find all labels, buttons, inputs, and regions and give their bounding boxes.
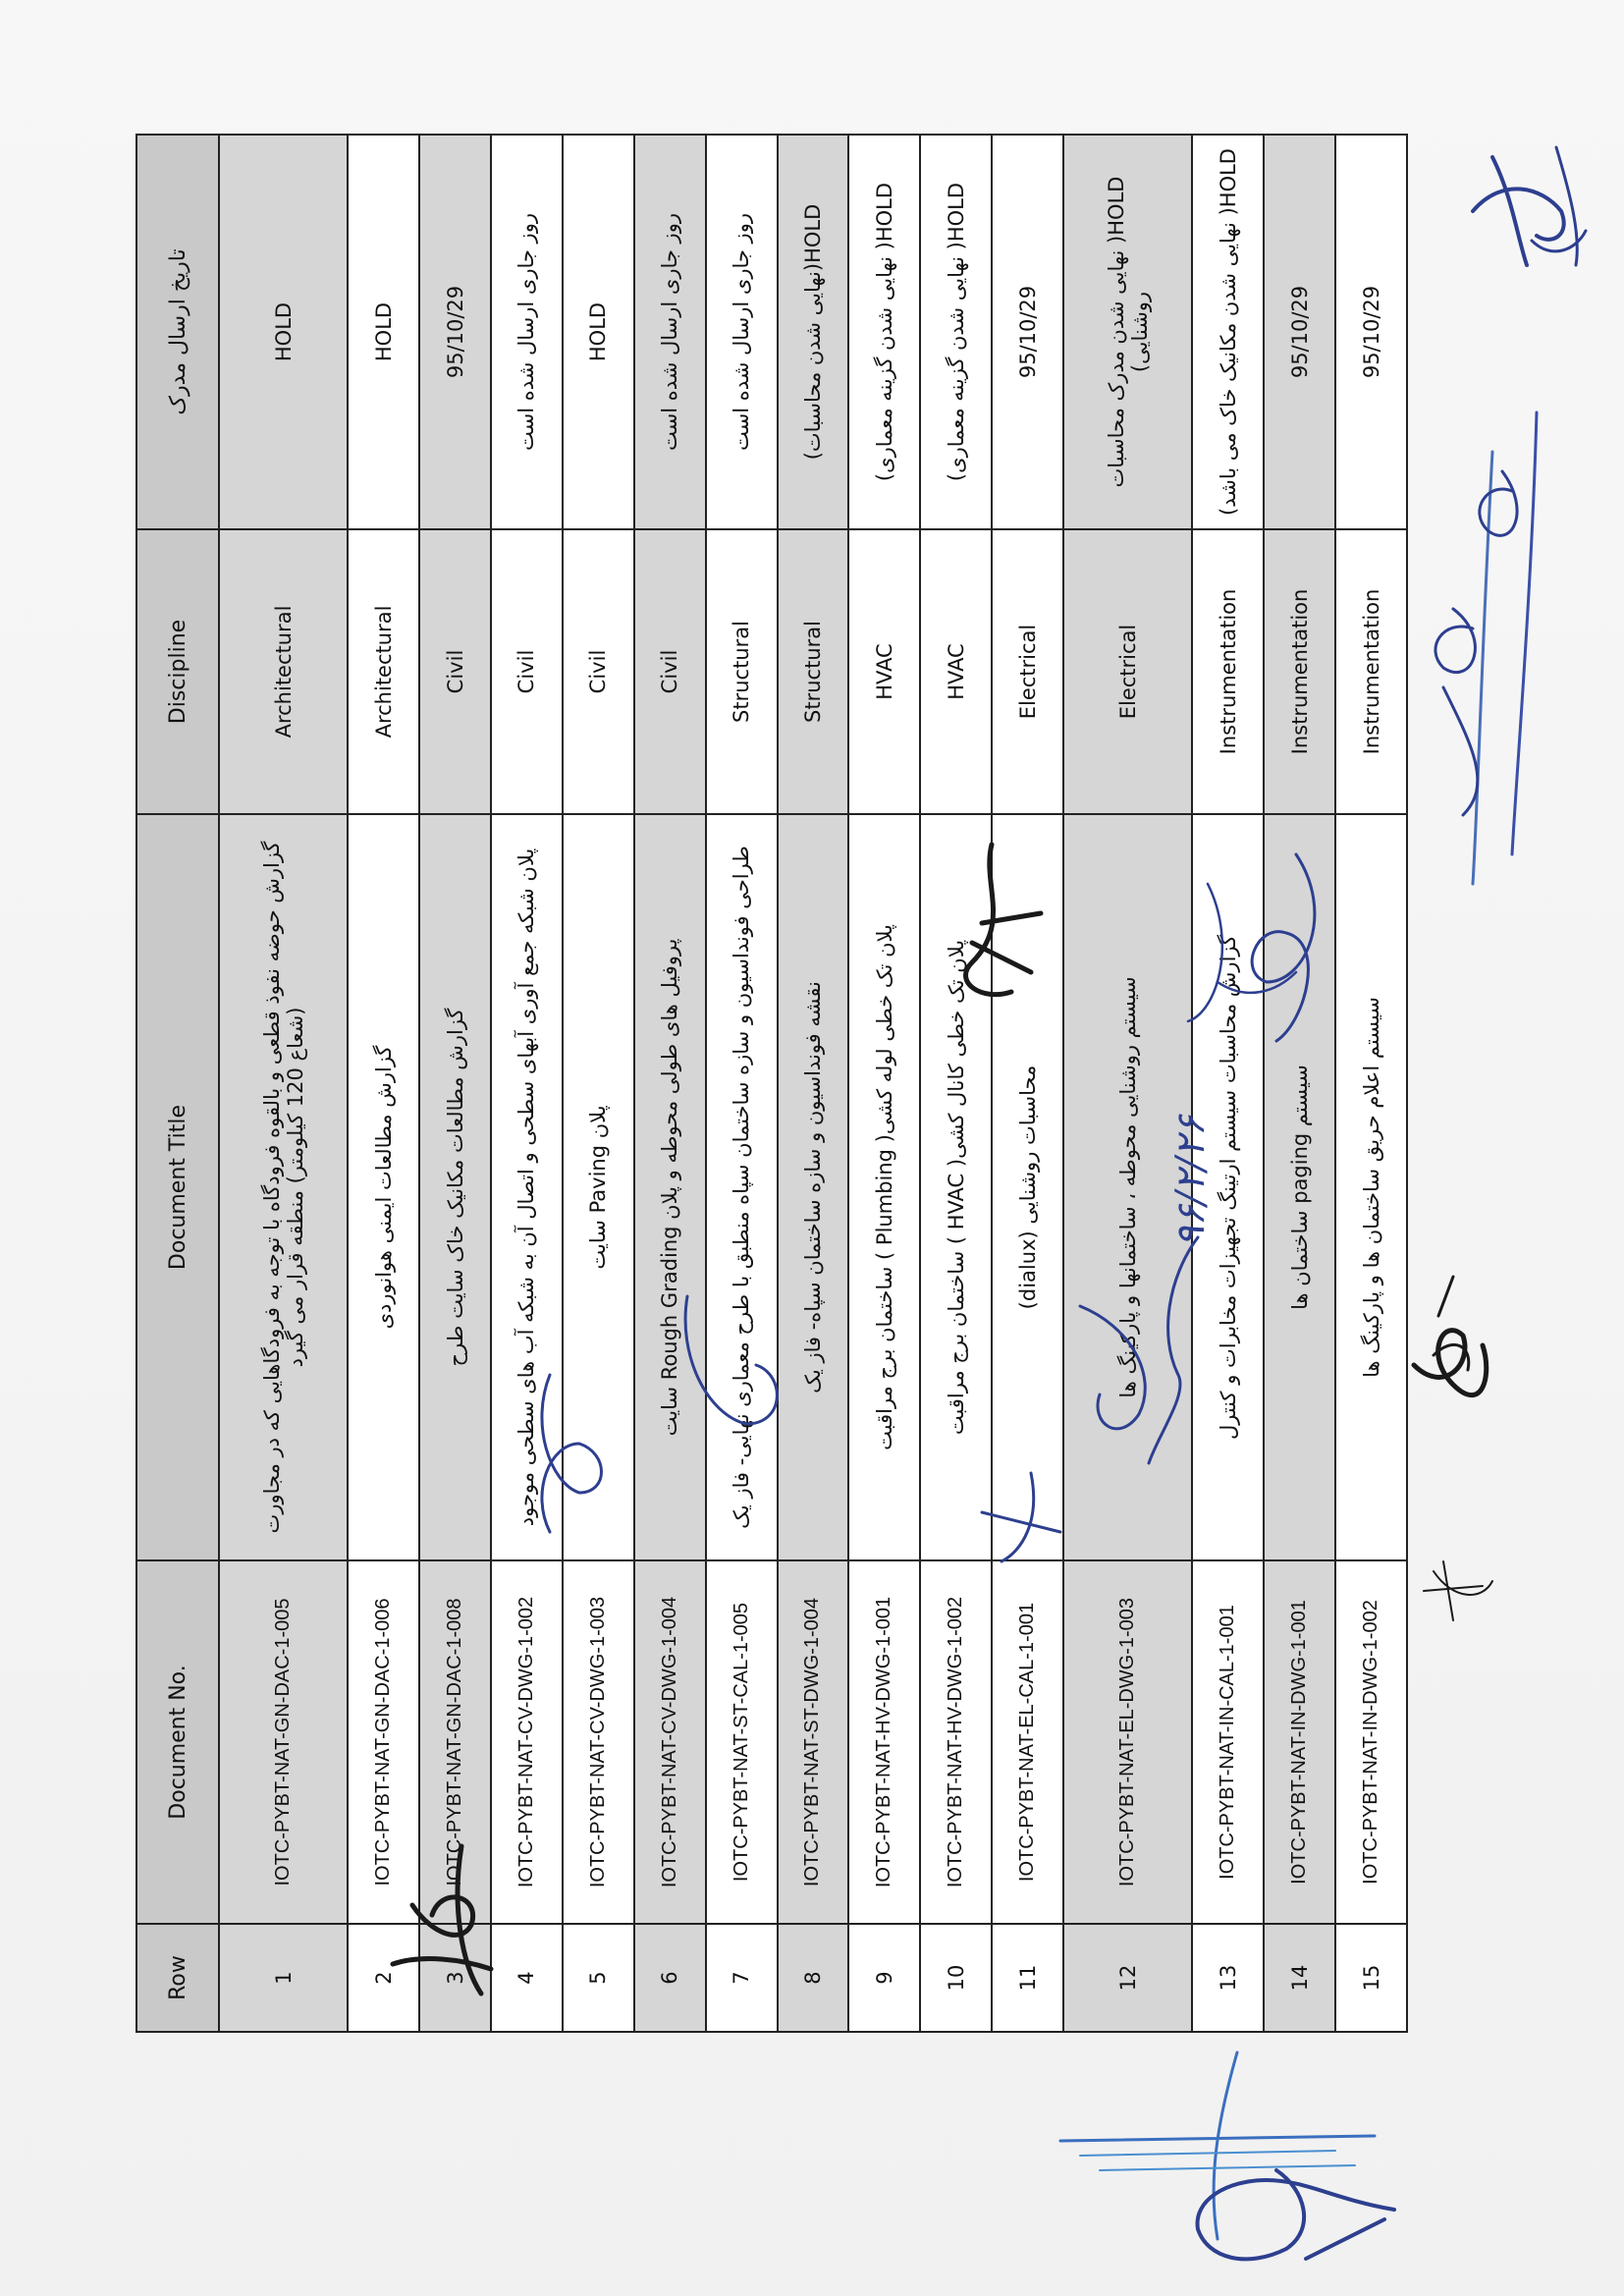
row-number-cell: 2 bbox=[348, 1924, 419, 2032]
discipline-cell: Instrumentation bbox=[1264, 529, 1335, 814]
table-body bbox=[219, 135, 1407, 2032]
signature-loops-1 bbox=[1480, 471, 1517, 535]
table-row bbox=[1335, 135, 1407, 2032]
discipline-cell: Instrumentation bbox=[1335, 529, 1407, 814]
table-row bbox=[563, 135, 634, 2032]
signature-top-right-2 bbox=[1532, 147, 1586, 265]
table-row bbox=[419, 135, 491, 2032]
row-number-cell: 13 bbox=[1192, 1924, 1264, 2032]
document-number-cell: IOTC-PYBT-NAT-IN-DWG-1-001 bbox=[1264, 1560, 1335, 1924]
document-title-cell: سیستم روشنایی محوطه ، ساختمانها و پارکینگ ها bbox=[1063, 814, 1192, 1560]
discipline-cell: Civil bbox=[563, 529, 634, 814]
document-register-table bbox=[135, 134, 1408, 2033]
document-number-cell: IOTC-PYBT-NAT-GN-DAC-1-005 bbox=[219, 1560, 348, 1924]
document-title-cell: پلان Paving سایت bbox=[563, 814, 634, 1560]
document-number-cell: IOTC-PYBT-NAT-GN-DAC-1-008 bbox=[419, 1560, 491, 1924]
send-date-cell: HOLD( نهایی شدن مکانیک خاک می باشد) bbox=[1192, 135, 1264, 529]
document-number-cell: IOTC-PYBT-NAT-ST-CAL-1-005 bbox=[706, 1560, 778, 1924]
send-date-cell: 95/10/29 bbox=[992, 135, 1063, 529]
send-date-cell: 95/10/29 bbox=[1335, 135, 1407, 529]
send-date-cell: HOLD bbox=[348, 135, 419, 529]
table-row bbox=[992, 135, 1063, 2032]
document-number-cell: IOTC-PYBT-NAT-ST-DWG-1-004 bbox=[778, 1560, 849, 1924]
document-number-cell: IOTC-PYBT-NAT-HV-DWG-1-002 bbox=[920, 1560, 992, 1924]
signature-loops-2 bbox=[1435, 609, 1478, 815]
discipline-cell: Civil bbox=[634, 529, 706, 814]
signature-top-right-1 bbox=[1473, 157, 1564, 265]
table-row bbox=[1264, 135, 1335, 2032]
document-number-cell: IOTC-PYBT-NAT-EL-DWG-1-003 bbox=[1063, 1560, 1192, 1924]
signature-cross-mark bbox=[1424, 1561, 1492, 1620]
document-number-cell: IOTC-PYBT-NAT-IN-DWG-1-002 bbox=[1335, 1560, 1407, 1924]
document-title-cell: گزارش مطالعات ایمنی هوانوردی bbox=[348, 814, 419, 1560]
discipline-cell: Structural bbox=[706, 529, 778, 814]
discipline-cell: Electrical bbox=[1063, 529, 1192, 814]
row-number-cell: 3 bbox=[419, 1924, 491, 2032]
document-title-cell: گزارش محاسبات سیستم ارتینگ تجهیزات مخابرات و کنترل bbox=[1192, 814, 1264, 1560]
document-number-cell: IOTC-PYBT-NAT-GN-DAC-1-006 bbox=[348, 1560, 419, 1924]
table-row bbox=[491, 135, 563, 2032]
row-number-cell: 6 bbox=[634, 1924, 706, 2032]
document-title-cell: نقشه فونداسیون و سازه ساختمان سپاه- فاز یک bbox=[778, 814, 849, 1560]
discipline-cell: Architectural bbox=[219, 529, 348, 814]
document-title-cell: سیستم paging ساختمان ها bbox=[1264, 814, 1335, 1560]
send-date-cell: HOLD( نهایی شدن مدرک محاسبات روشنایی) bbox=[1063, 135, 1192, 529]
table-row bbox=[1063, 135, 1192, 2032]
send-date-cell: روز جاری ارسال شده است bbox=[491, 135, 563, 529]
header-row: Row bbox=[136, 1924, 219, 2032]
signature-bottom-oval bbox=[1198, 2170, 1394, 2259]
row-number-cell: 8 bbox=[778, 1924, 849, 2032]
row-number-cell: 11 bbox=[992, 1924, 1063, 2032]
table-row bbox=[219, 135, 348, 2032]
row-number-cell: 4 bbox=[491, 1924, 563, 2032]
send-date-cell: روز جاری ارسال شده است bbox=[706, 135, 778, 529]
row-number-cell: 9 bbox=[848, 1924, 920, 2032]
send-date-cell: 95/10/29 bbox=[1264, 135, 1335, 529]
discipline-cell: Instrumentation bbox=[1192, 529, 1264, 814]
rotated-table-container bbox=[135, 136, 1408, 2033]
row-number-cell: 1 bbox=[219, 1924, 348, 2032]
send-date-cell: HOLD(نهایی شدن محاسبات) bbox=[778, 135, 849, 529]
table-row bbox=[706, 135, 778, 2032]
signature-bottom-blue-1 bbox=[1060, 2052, 1375, 2239]
send-date-cell: HOLD( نهایی شدن گزینه معماری) bbox=[920, 135, 992, 529]
document-number-cell: IOTC-PYBT-NAT-CV-DWG-1-002 bbox=[491, 1560, 563, 1924]
row-number-cell: 12 bbox=[1063, 1924, 1192, 2032]
discipline-cell: Civil bbox=[419, 529, 491, 814]
document-number-cell: IOTC-PYBT-NAT-IN-CAL-1-001 bbox=[1192, 1560, 1264, 1924]
document-title-cell: گزارش مطالعات مکانیک خاک سایت طرح bbox=[419, 814, 491, 1560]
document-title-cell: پلان شبکه جمع آوری آبهای سطحی و اتصال آن به شبکه آب های سطحی موجود bbox=[491, 814, 563, 1560]
table-header-row bbox=[136, 135, 219, 2032]
table-row bbox=[348, 135, 419, 2032]
send-date-cell: HOLD( نهایی شدن گزینه معماری) bbox=[848, 135, 920, 529]
document-title-cell: سیستم اعلام حریق ساختمان ها و پارکینگ ها bbox=[1335, 814, 1407, 1560]
row-number-cell: 14 bbox=[1264, 1924, 1335, 2032]
document-number-cell: IOTC-PYBT-NAT-CV-DWG-1-003 bbox=[563, 1560, 634, 1924]
discipline-cell: Architectural bbox=[348, 529, 419, 814]
document-title-cell: پلان تک خطی لوله کشی( Plumbing ) ساختمان برج مراقبت bbox=[848, 814, 920, 1560]
send-date-cell: روز جاری ارسال شده است bbox=[634, 135, 706, 529]
row-number-cell: 7 bbox=[706, 1924, 778, 2032]
table-row bbox=[634, 135, 706, 2032]
signature-long-line-1 bbox=[1512, 412, 1537, 854]
signature-bottom-blue-2 bbox=[1080, 2151, 1355, 2170]
row-number-cell: 15 bbox=[1335, 1924, 1407, 2032]
send-date-cell: HOLD bbox=[563, 135, 634, 529]
header-send-date: تاریخ ارسال مدرک bbox=[136, 135, 219, 529]
document-number-cell: IOTC-PYBT-NAT-EL-CAL-1-001 bbox=[992, 1560, 1063, 1924]
send-date-cell: HOLD bbox=[219, 135, 348, 529]
row-number-cell: 5 bbox=[563, 1924, 634, 2032]
signature-black-scribble-1 bbox=[1414, 1331, 1487, 1395]
document-title-cell: طراحی فونداسیون و سازه ساختمان سپاه منطبق با طرح معماری نهایی- فاز یک bbox=[706, 814, 778, 1560]
header-document-no: Document No. bbox=[136, 1560, 219, 1924]
table-row bbox=[778, 135, 849, 2032]
document-title-cell: پروفیل های طولی محوطه و پلان Rough Grading سایت bbox=[634, 814, 706, 1560]
header-discipline: Discipline bbox=[136, 529, 219, 814]
discipline-cell: Structural bbox=[778, 529, 849, 814]
document-title-cell: گزارش حوضه نفوذ قطعی و بالقوه فرودگاه با توجه به فرودگاهایی که در مجاورت (شعاع 120 کیلومتر) منطقه قرار می گیرد bbox=[219, 814, 348, 1560]
table-row bbox=[920, 135, 992, 2032]
discipline-cell: HVAC bbox=[920, 529, 992, 814]
handwritten-date: ۹۶/۲/۲۶ bbox=[1168, 1115, 1214, 1247]
discipline-cell: HVAC bbox=[848, 529, 920, 814]
row-number-cell: 10 bbox=[920, 1924, 992, 2032]
header-document-title: Document Title bbox=[136, 814, 219, 1560]
discipline-cell: Civil bbox=[491, 529, 563, 814]
document-register-table-frame bbox=[135, 136, 1408, 2033]
signature-long-line-2 bbox=[1473, 452, 1492, 884]
document-number-cell: IOTC-PYBT-NAT-HV-DWG-1-001 bbox=[848, 1560, 920, 1924]
discipline-cell: Electrical bbox=[992, 529, 1063, 814]
document-number-cell: IOTC-PYBT-NAT-CV-DWG-1-004 bbox=[634, 1560, 706, 1924]
send-date-cell: 95/10/29 bbox=[419, 135, 491, 529]
signature-black-scribble-2 bbox=[1434, 1277, 1469, 1370]
table-row bbox=[848, 135, 920, 2032]
table-row bbox=[1192, 135, 1264, 2032]
document-title-cell: پلان تک خطی کانال کشی( HVAC ) ساختمان برج مراقبت bbox=[920, 814, 992, 1560]
document-title-cell: محاسبات روشنایی (dialux) bbox=[992, 814, 1063, 1560]
